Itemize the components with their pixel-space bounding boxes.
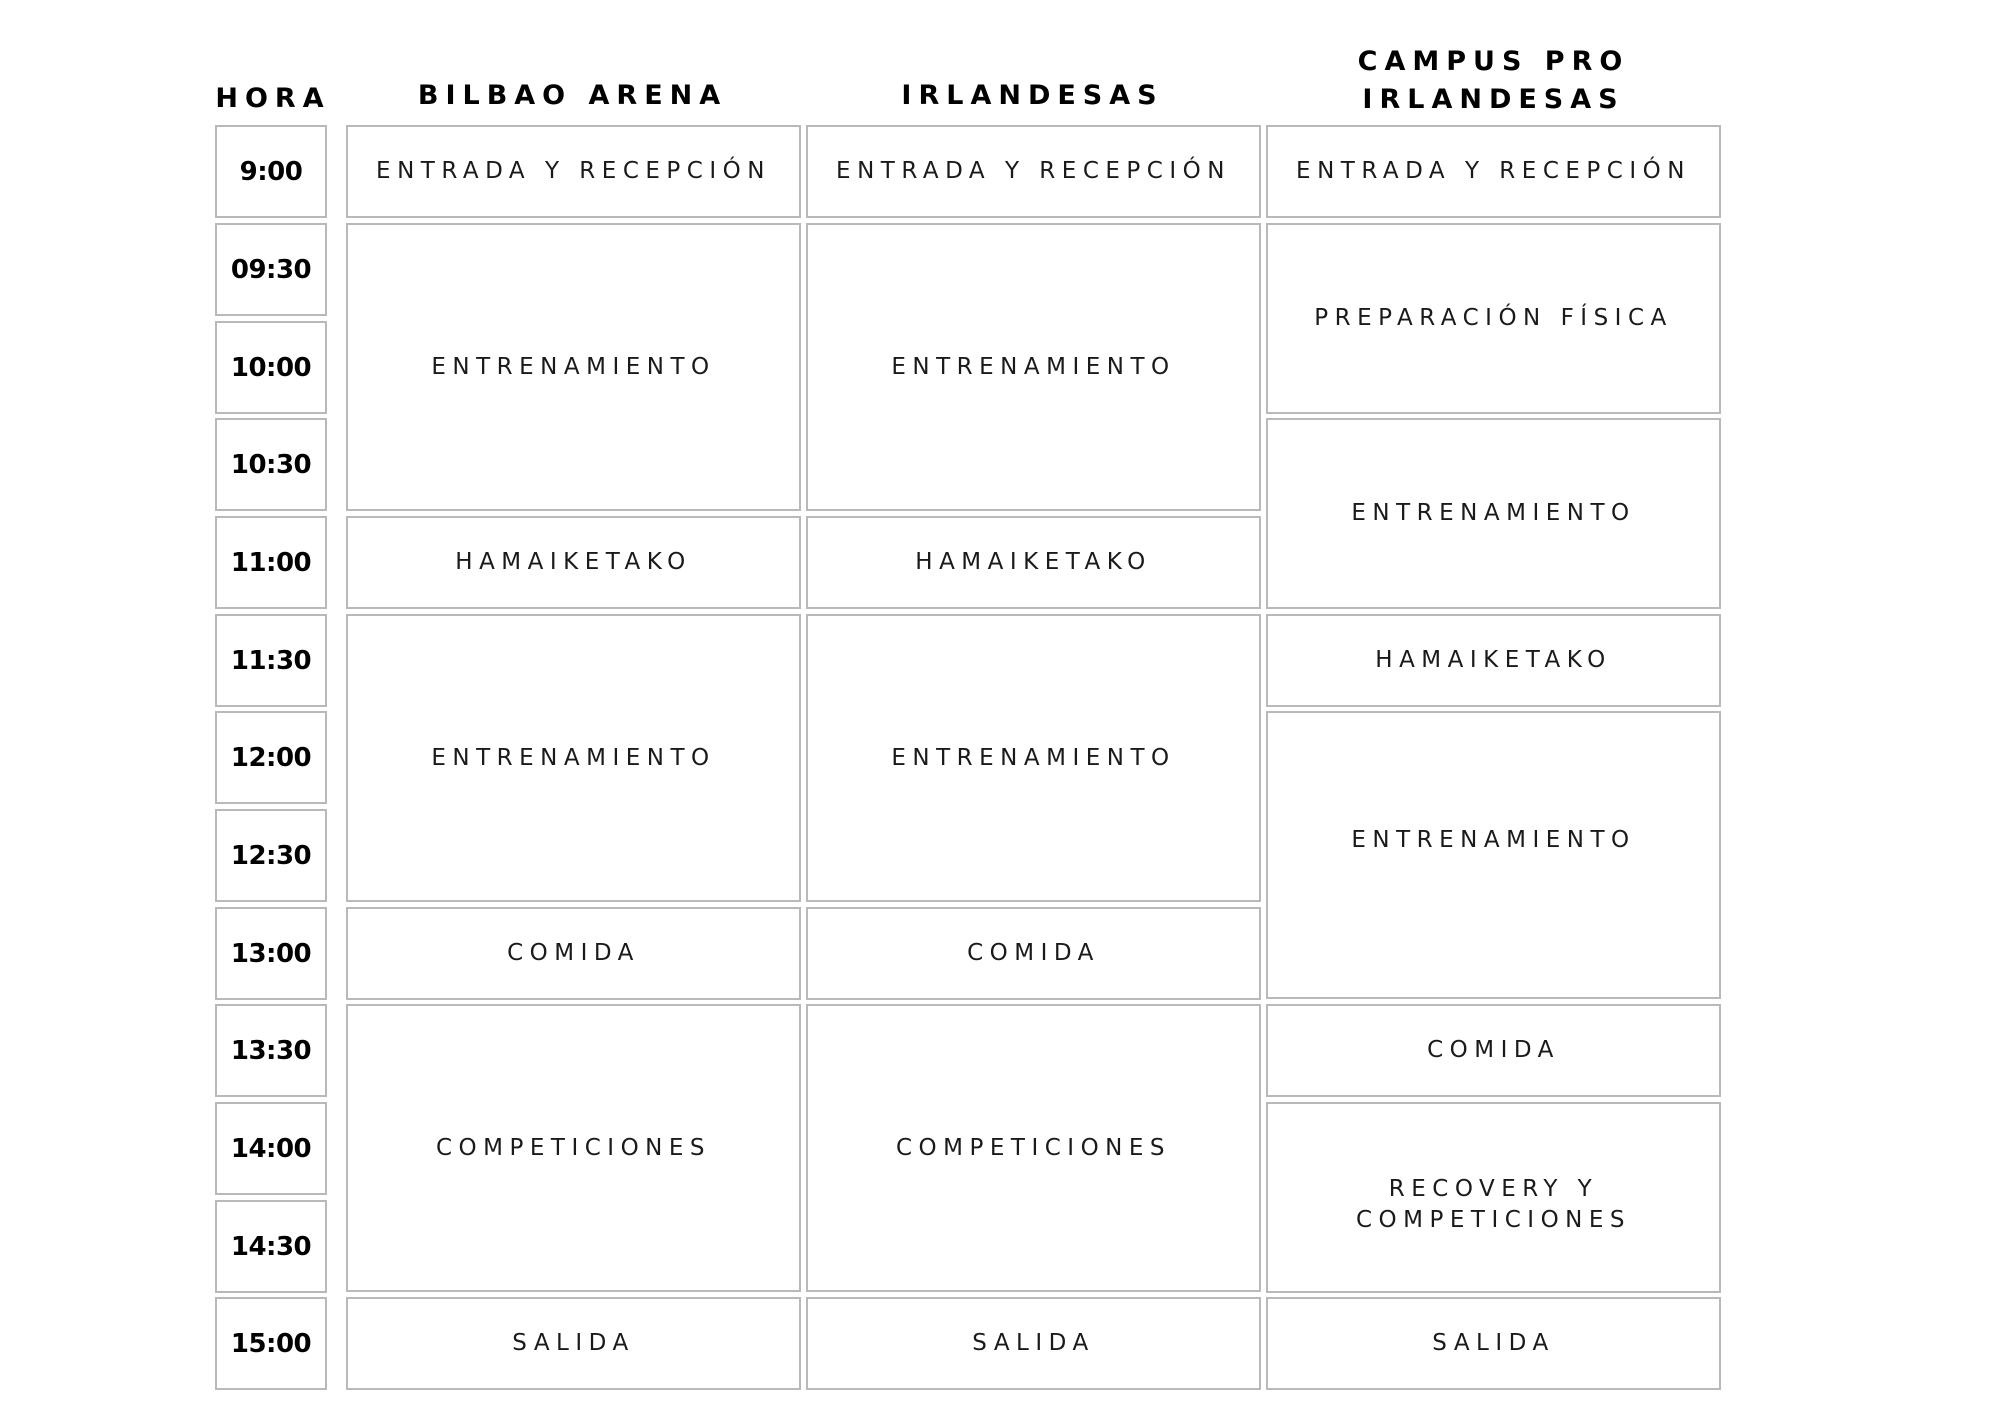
time-cell: 13:00 [215, 907, 327, 1000]
time-cell: 11:00 [215, 516, 327, 609]
time-cell: 12:00 [215, 711, 327, 804]
bilbao-entrenamiento-cell: ENTRENAMIENTO [346, 223, 801, 511]
irlandesas-entrenamiento-cell: ENTRENAMIENTO [806, 614, 1261, 902]
irlandesas-competiciones-cell: COMPETICIONES [806, 1004, 1261, 1292]
bilbao-salida-cell: SALIDA [346, 1297, 801, 1390]
campus-entrenamiento-cell: ENTRENAMIENTO [1266, 418, 1721, 609]
time-cell: 14:00 [215, 1102, 327, 1195]
time-cell: 09:30 [215, 223, 327, 316]
irlandesas-comida-cell: COMIDA [806, 907, 1261, 1000]
header-hora: HORA [215, 83, 331, 114]
time-cell: 12:30 [215, 809, 327, 902]
time-cell: 13:30 [215, 1004, 327, 1097]
bilbao-entrenamiento-cell: ENTRENAMIENTO [346, 614, 801, 902]
header-campus-pro-line2: IRLANDESAS [1362, 84, 1625, 115]
bilbao-hamaiketako-cell: HAMAIKETAKO [346, 516, 801, 609]
header-bilbao-arena: BILBAO ARENA [417, 80, 728, 111]
header-campus-pro-line1: CAMPUS PRO [1357, 46, 1630, 77]
bilbao-competiciones-cell: COMPETICIONES [346, 1004, 801, 1292]
irlandesas-entrenamiento-cell: ENTRENAMIENTO [806, 223, 1261, 511]
irlandesas-hamaiketako-cell: HAMAIKETAKO [806, 516, 1261, 609]
campus-entrenamiento-cell: ENTRENAMIENTO [1266, 711, 1721, 999]
time-cell: 11:30 [215, 614, 327, 707]
time-cell: 10:30 [215, 418, 327, 511]
campus-recovery-line2: COMPETICIONES [1355, 1206, 1632, 1233]
irlandesas-salida-cell: SALIDA [806, 1297, 1261, 1390]
campus-recovery-line1: RECOVERY Y [1388, 1175, 1599, 1202]
campus-entrada-cell: ENTRADA Y RECEPCIÓN [1266, 125, 1721, 218]
time-cell: 9:00 [215, 125, 327, 218]
campus-preparacion-fisica-cell: PREPARACIÓN FÍSICA [1266, 223, 1721, 414]
bilbao-entrada-cell: ENTRADA Y RECEPCIÓN [346, 125, 801, 218]
time-cell: 14:30 [215, 1200, 327, 1293]
header-campus-pro-irlandesas [1266, 43, 1721, 119]
campus-comida-cell: COMIDA [1266, 1004, 1721, 1097]
time-cell: 15:00 [215, 1297, 327, 1390]
time-cell: 10:00 [215, 321, 327, 414]
campus-recovery-competiciones-cell [1266, 1102, 1721, 1293]
campus-hamaiketako-cell: HAMAIKETAKO [1266, 614, 1721, 707]
irlandesas-entrada-cell: ENTRADA Y RECEPCIÓN [806, 125, 1261, 218]
campus-salida-cell: SALIDA [1266, 1297, 1721, 1390]
bilbao-comida-cell: COMIDA [346, 907, 801, 1000]
header-irlandesas: IRLANDESAS [901, 80, 1164, 111]
